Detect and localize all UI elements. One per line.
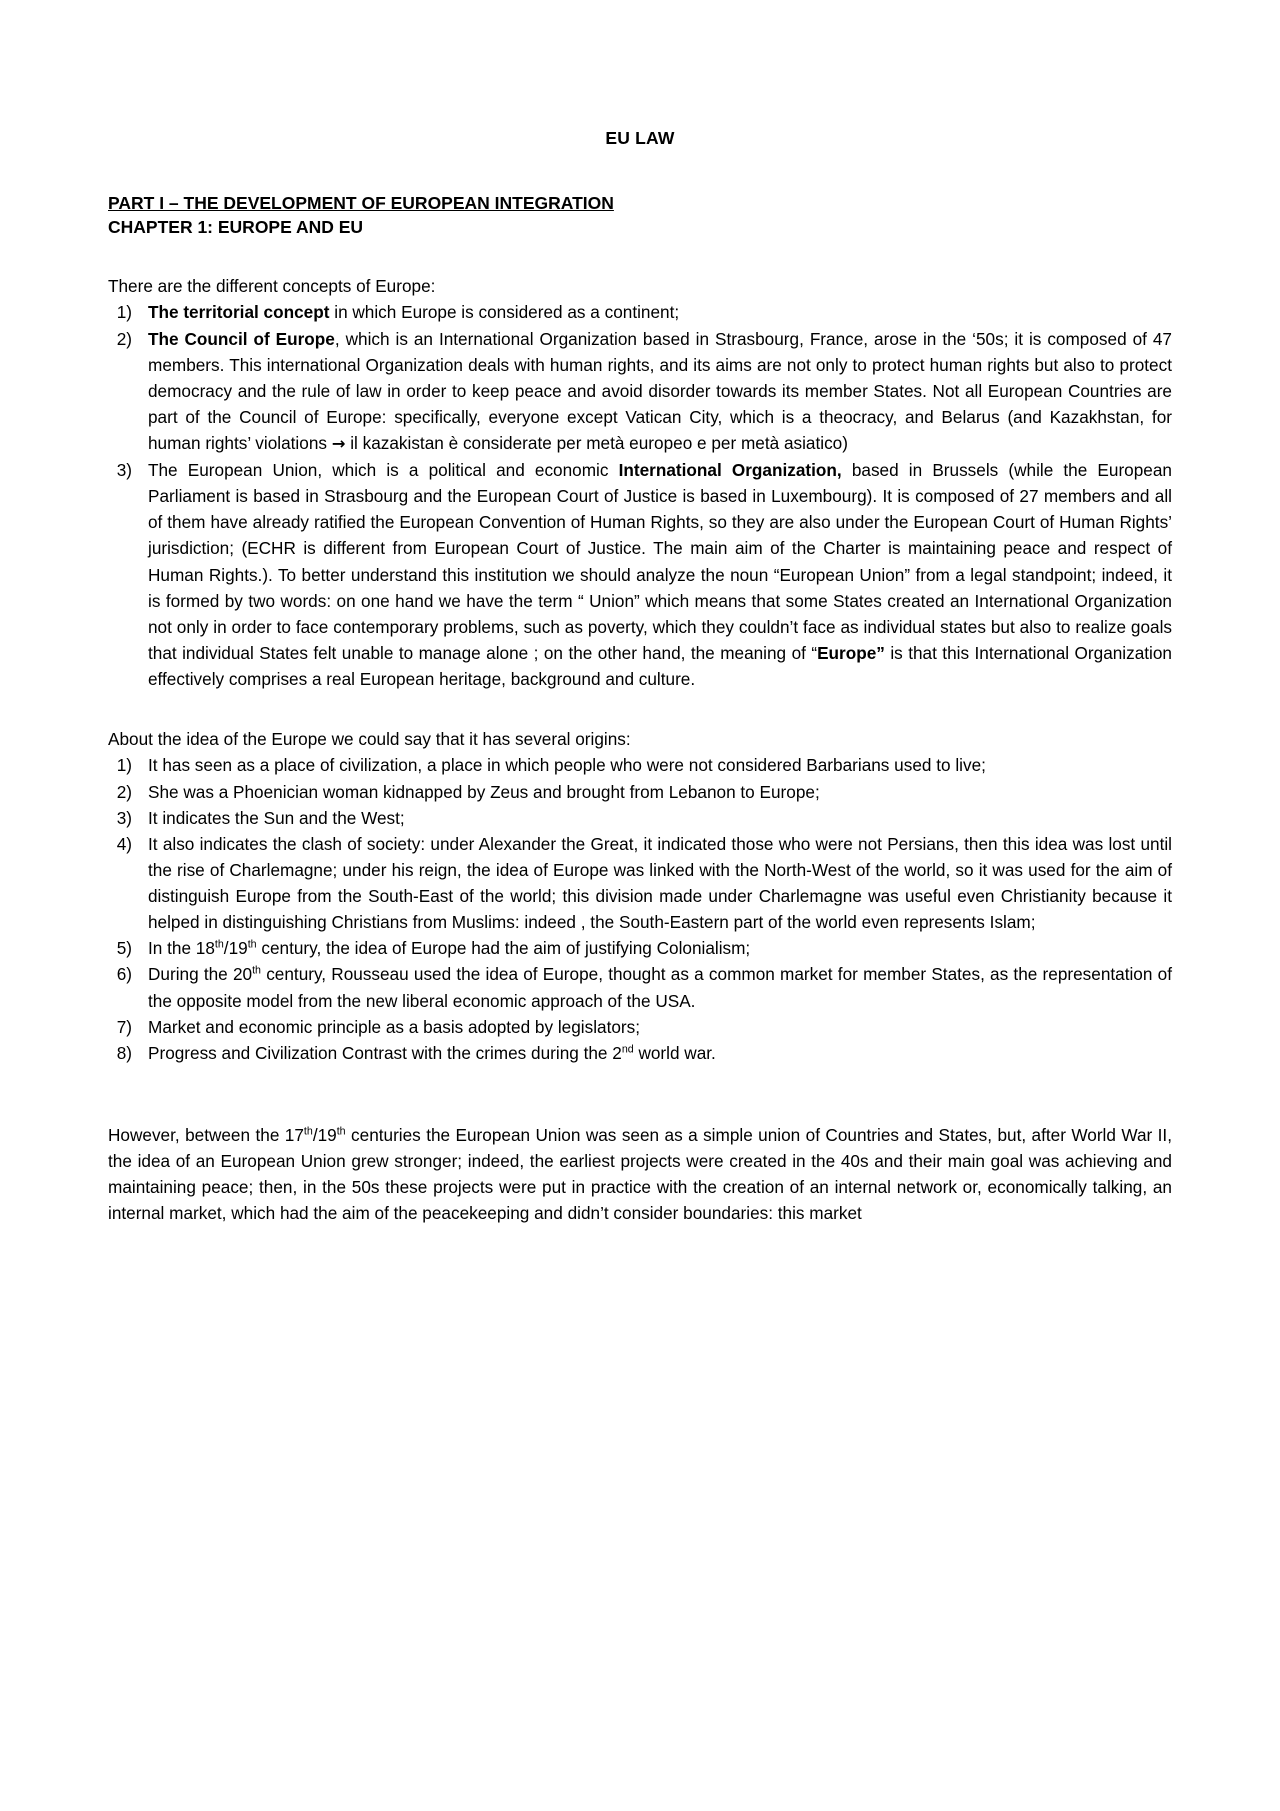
list-item-text: in which Europe is considered as a continent; [329,302,680,323]
origins-lead-paragraph: About the idea of the Europe we could say that it has several origins: [108,729,631,750]
list-item-text-continued: /19 [223,938,248,959]
list-item [108,935,1172,961]
list-item [108,805,1172,831]
list-item [108,831,1172,936]
list-item-body: It has seen as a place of civilization, a place in which people who were not considered Barbarians used to live; [148,755,986,776]
list-item [108,779,1172,805]
right-arrow-icon: → [331,434,346,454]
document-title: EU LAW [605,128,675,148]
list-item [108,961,1172,1013]
list-item [108,299,1172,325]
ordinal-suffix-2: th [336,1125,346,1138]
closing-spacer [108,1066,1172,1122]
list-item-bold-phrase-2: Europe” [817,642,885,663]
origins-list [108,752,1172,1066]
list-item [108,1014,1172,1040]
list-item-bold-lead: The Council of Europe [148,328,335,349]
ordinal-suffix: th [303,1125,313,1138]
list-item-text: During the 20 [148,964,253,985]
heading-part-title: PART I – THE DEVELOPMENT OF EUROPEAN INTEGRATION [108,193,614,213]
concepts-list [108,299,1172,692]
list-marker: 8) [116,1042,132,1063]
list-item-text: Progress and Civilization Contrast with the crimes during the 2 [148,1042,622,1063]
list-item-text-continued: based in Brussels (while the European Parliament is based in Strasbourg and the European Court of Justice is based in Luxembourg). It is composed of 27 members and all of them have already ratified the European Convention of Human Rights, so they are also under the European Court of Human Rights’ jurisdiction; (ECHR is different from European Court of Justice. The main aim of the Charter is maintaining peace and respect of Human Rights.). To better understand this institution we should analyze the noun “European Union” from a legal standpoint; indeed, it is formed by two words: on one hand we have the term “ Union” which means that some States created an International Organization not only in order to face contemporary problems, such as poverty, which they couldn’t face as individual states but also to realize goals that individual States felt unable to manage alone ; on the other hand, the meaning of “ [148,459,1172,663]
ordinal-suffix-2: th [247,938,257,951]
list-item-body [148,457,1172,692]
list-marker: 3) [116,459,132,480]
list-item-text: , which is an International Organization based in Strasbourg, France, arose in the ‘50s; it is composed of 47 members. This international Organization deals with human rights, and its aims are not only to protect human rights but also to protect democracy and the rule of law in order to keep peace and avoid disorder towards its member States. Not all European Countries are part of the Council of Europe: specifically, everyone except Vatican City, which is a theocracy, and Belarus (and Kazakhstan, for human rights’ violations [148,328,1172,454]
ordinal-suffix: th [214,938,224,951]
closing-text: However, between the 17 [108,1125,304,1146]
section-spacer [108,692,1172,726]
list-item-body [148,1040,1172,1066]
list-item-body: She was a Phoenician woman kidnapped by Zeus and brought from Lebanon to Europe; [148,781,820,802]
list-marker: 2) [116,781,132,802]
list-marker: 2) [116,328,132,349]
list-item [108,457,1172,692]
list-marker: 4) [116,833,132,854]
list-item-bold-phrase: International Organization, [618,459,842,480]
list-item-body [148,299,1172,325]
list-item-body: Market and economic principle as a basis adopted by legislators; [148,1016,641,1037]
list-item-body: It indicates the Sun and the West; [148,807,405,828]
list-item-body: It also indicates the clash of society: under Alexander the Great, it indicated those who were not Persians, then this idea was lost until the rise of Charlemagne; under his reign, the idea of Europe was linked with the North-West of the world, so it was used for the aim of distinguish Europe from the South-East of the world; this division made under Charlemagne was useful even Christianity because it helped in distinguishing Christians from Muslims: indeed , the South-Eastern part of the world even represents Islam; [148,833,1172,933]
document-headings [108,191,1172,239]
list-marker: 7) [116,1016,132,1037]
heading-chapter-title: CHAPTER 1: EUROPE AND EU [108,217,364,238]
list-marker: 6) [116,964,132,985]
list-item-text-end: century, Rousseau used the idea of Europe, thought as a common market for member States, as the representation of the opposite model from the new liberal economic approach of the USA. [148,964,1172,1011]
list-item-text: The European Union, which is a political and economic [148,459,619,480]
closing-text-continued: /19 [312,1125,337,1146]
list-item [108,326,1172,457]
list-item-text-end: is that this International Organization effectively comprises a real European heritage, background and culture. [148,642,1172,690]
list-marker: 3) [116,807,132,828]
list-item-text-end: world war. [633,1042,716,1063]
closing-paragraph [108,1122,1172,1227]
list-item-body [148,326,1172,457]
ordinal-suffix: nd [621,1043,634,1056]
list-item-bold-lead: The territorial concept [148,302,330,323]
list-item-body [148,935,1172,961]
closing-text-end: centuries the European Union was seen as a simple union of Countries and States, but, after World War II, the idea of an European Union grew stronger; indeed, the earliest projects were created in the 40s and their main goal was achieving and maintaining peace; then, in the 50s these projects were put in practice with the creation of an internal network or, economically talking, an internal market, which had the aim of the peacekeeping and didn’t consider boundaries: this market [108,1125,1172,1224]
list-item-body [148,961,1172,1013]
list-item-text-continued: il kazakistan è considerate per metà europeo e per metà asiatico) [345,433,848,454]
ordinal-suffix: th [252,964,261,977]
list-marker: 5) [116,938,132,959]
list-marker: 1) [116,755,132,776]
concepts-lead-paragraph: There are the different concepts of Europe: [108,276,436,297]
list-item-text-end: century, the idea of Europe had the aim of justifying Colonialism; [256,938,751,959]
list-item [108,1040,1172,1066]
list-item [108,752,1172,778]
list-item-text: In the 18 [148,938,215,959]
list-marker: 1) [116,302,132,323]
